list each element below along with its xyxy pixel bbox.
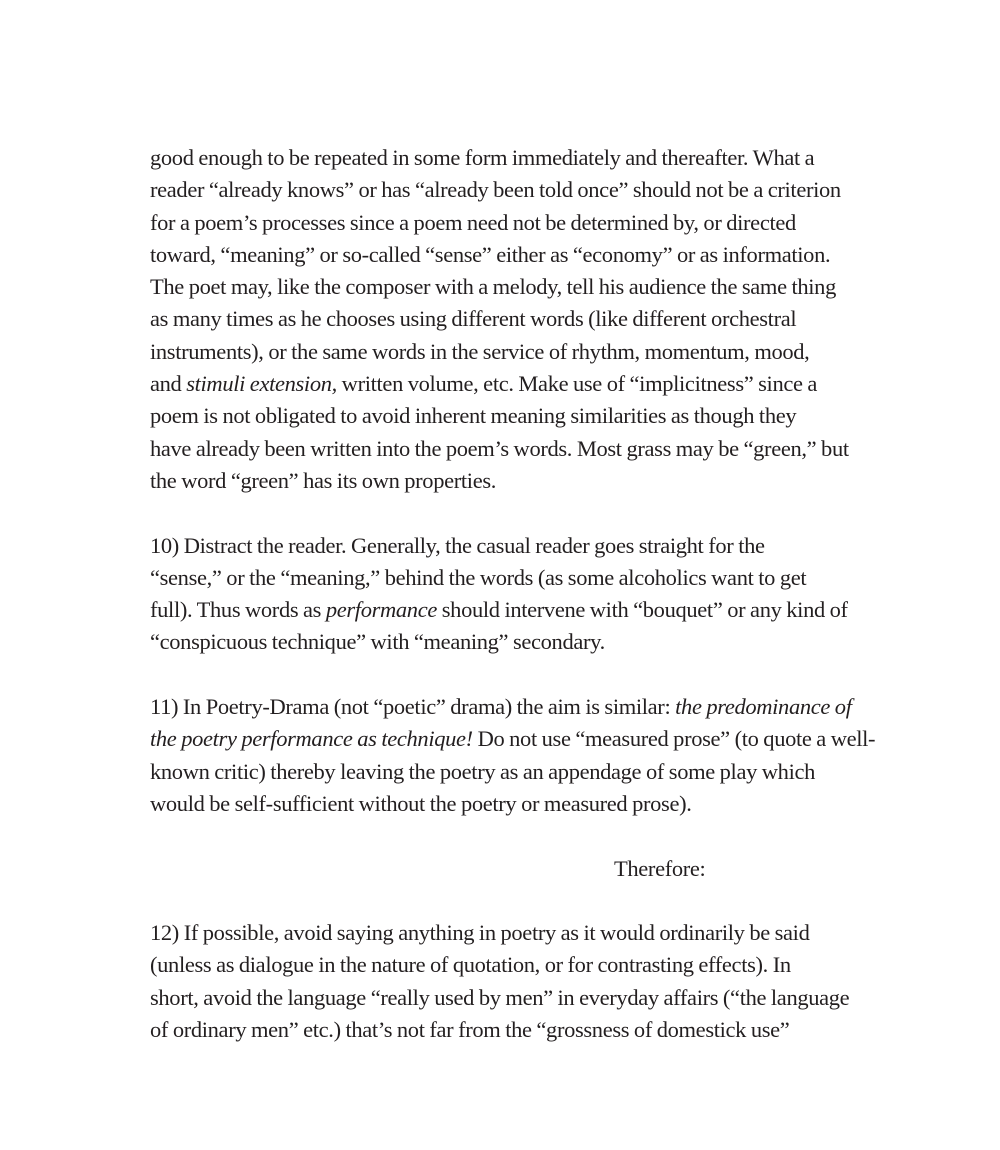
text-segment: and — [150, 371, 187, 397]
text-line: toward, “meaning” or so-called “sense” either as “economy” or as information. — [150, 241, 831, 267]
text-line: as many times as he chooses using different words (like different orchestral — [150, 306, 797, 332]
text-line: the word “green” has its own properties. — [150, 467, 497, 493]
text-line: short, avoid the language “really used by men” in everyday affairs (“the language — [150, 984, 850, 1010]
text-segment: full). Thus words as — [150, 597, 326, 623]
text-segment: 11) In Poetry-Drama (not “poetic” drama) the aim is similar: — [150, 694, 676, 720]
text-segment: Do not use “measured prose” (to quote a well- — [472, 726, 876, 752]
text-line: The poet may, like the composer with a melody, tell his audience the same thing — [150, 274, 836, 300]
text-line: have already been written into the poem’s words. Most grass may be “green,” but — [150, 435, 849, 461]
text-line — [150, 368, 850, 400]
paragraph-gap — [150, 885, 850, 917]
text-line: would be self-sufficient without the poetry or measured prose). — [150, 790, 692, 816]
text-line: of ordinary men” etc.) that’s not far from the “grossness of domestick use” — [150, 1017, 790, 1043]
text-line — [150, 691, 850, 723]
text-segment: should intervene with “bouquet” or any kind of — [436, 597, 848, 623]
italic-segment: stimuli extension, — [186, 371, 337, 397]
text-line: poem is not obligated to avoid inherent meaning similarities as though they — [150, 403, 797, 429]
text-line: known critic) thereby leaving the poetry as an appendage of some play which — [150, 758, 816, 784]
text-line: for a poem’s processes since a poem need not be determined by, or directed — [150, 209, 796, 235]
text-line: “sense,” or the “meaning,” behind the words (as some alcoholics want to get — [150, 564, 807, 590]
paragraph-11 — [150, 691, 876, 820]
paragraph-gap — [150, 497, 850, 529]
paragraph-gap — [150, 820, 850, 852]
text-line: 12) If possible, avoid saying anything in poetry as it would ordinarily be said — [150, 920, 810, 946]
text-line: good enough to be repeated in some form immediately and thereafter. What a — [150, 145, 815, 170]
paragraph-continuation — [150, 142, 850, 497]
text-line — [150, 723, 876, 755]
italic-segment: the predominance of — [675, 694, 852, 720]
text-segment: written volume, etc. Make use of “implicitness” since a — [336, 371, 818, 397]
paragraph-10 — [150, 530, 850, 659]
paragraph-gap — [150, 659, 850, 691]
page-body — [150, 142, 876, 1046]
italic-segment: the poetry performance as technique! — [150, 726, 473, 752]
text-line: (unless as dialogue in the nature of quotation, or for contrasting effects). In — [150, 952, 791, 978]
text-line: instruments), or the same words in the service of rhythm, momentum, mood, — [150, 338, 810, 364]
text-line: 10) Distract the reader. Generally, the casual reader goes straight for the — [150, 532, 765, 558]
italic-segment: performance — [325, 597, 437, 623]
text-line: “conspicuous technique” with “meaning” secondary. — [150, 629, 605, 655]
text-line — [150, 594, 850, 626]
text-line: reader “already knows” or has “already been told once” should not be a criterion — [150, 177, 841, 203]
paragraph-12 — [150, 917, 850, 1046]
therefore-line: Therefore: — [614, 855, 706, 881]
